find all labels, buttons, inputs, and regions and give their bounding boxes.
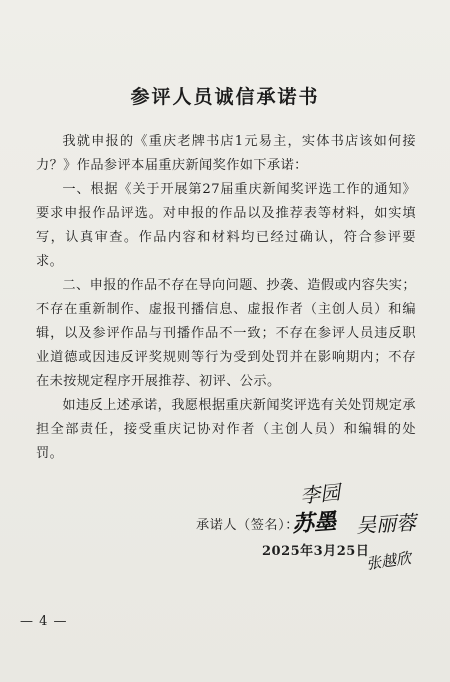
handwritten-signature-2: 苏墨: [291, 508, 337, 538]
signature-block: [0, 478, 450, 578]
paragraph-clause-2: 二、申报的作品不存在导向问题、抄袭、造假或内容失实；不存在重新制作、虚报刊播信息、虚报作者（主创人员）和编辑，以及参评作品与刊播作品不一致；不存在参评人员违反职业道德或因违反评奖规则等行为受到处罚并在影响期内；不存在未按规定程序开展推荐、初评、公示。: [36, 278, 416, 389]
handwritten-signature-4: 张越欣: [365, 548, 413, 574]
handwritten-signature-1: 李园: [299, 479, 342, 509]
paragraph-intro: 我就申报的《重庆老牌书店1元易主，实体书店该如何接力？》作品参评本届重庆新闻奖作如下承诺：: [36, 134, 416, 173]
page-number: — 4 —: [20, 614, 68, 629]
document-body: [36, 130, 416, 466]
signature-date: 2025年3月25日: [262, 544, 370, 559]
document-title: 参评人员诚信承诺书: [130, 86, 320, 108]
handwritten-signature-3: 吴丽蓉: [355, 510, 417, 538]
signature-label: 承诺人（签名）：: [196, 518, 299, 533]
paragraph-closing: 如违反上述承诺，我愿根据重庆新闻奖评选有关处罚规定承担全部责任，接受重庆记协对作者（主创人员）和编辑的处罚。: [36, 398, 416, 461]
paragraph-clause-1: 一、根据《关于开展第27届重庆新闻奖评选工作的通知》要求申报作品评选。对申报的作品以及推荐表等材料，如实填写，认真审查。作品内容和材料均已经过确认，符合参评要求。: [36, 182, 416, 269]
